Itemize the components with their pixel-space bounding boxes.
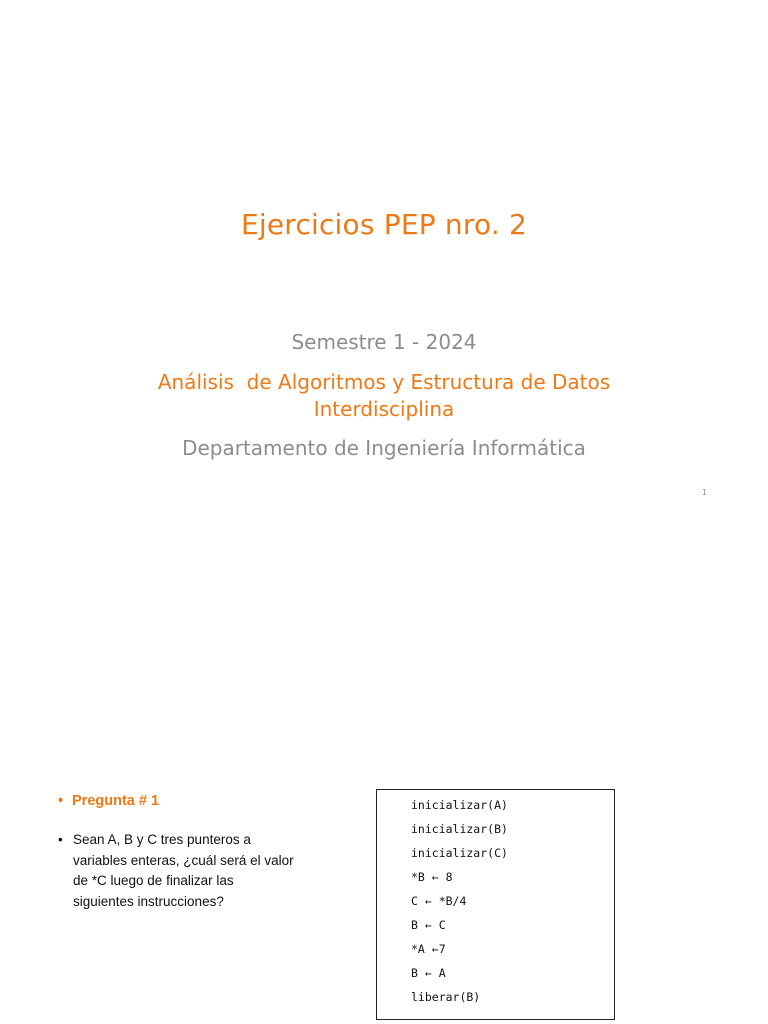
course-name	[0, 369, 768, 423]
code-line: inicializar(A)	[411, 798, 508, 812]
code-line: B ← A	[411, 966, 446, 980]
course-name-line-1: Análisis de Algoritmos y Estructura de Datos	[157, 370, 611, 394]
code-line: liberar(B)	[411, 990, 481, 1004]
question-slide	[0, 512, 768, 1024]
code-block	[376, 789, 615, 1020]
question-heading	[58, 793, 159, 809]
slide-title: Ejercicios PEP nro. 2	[240, 208, 528, 241]
code-line: C ← *B/4	[411, 894, 467, 908]
body-bullet: •	[58, 832, 63, 847]
code-line: *B ← 8	[411, 870, 453, 884]
semester-label: Semestre 1 - 2024	[291, 330, 477, 354]
question-text: Sean A, B y C tres punteros a variables enteras, ¿cuál será el valor de *C luego de finalizar las siguientes instrucciones?	[73, 832, 294, 909]
department-label: Departamento de Ingeniería Informática	[182, 436, 586, 460]
question-body	[58, 830, 298, 912]
code-line: B ← C	[411, 918, 446, 932]
code-line: *A ←7	[411, 942, 446, 956]
course-name-line-2: Interdisciplina	[313, 397, 455, 421]
code-line: inicializar(C)	[411, 846, 508, 860]
page-number: 1	[702, 488, 708, 497]
heading-bullet: •	[58, 793, 64, 809]
question-heading-text: Pregunta # 1	[72, 793, 160, 809]
code-line: inicializar(B)	[411, 822, 508, 836]
